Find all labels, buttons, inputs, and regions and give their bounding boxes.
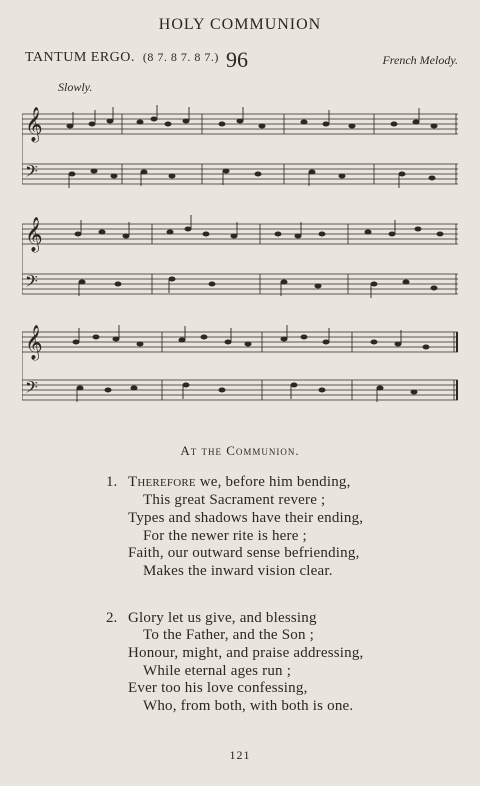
bass-clef-icon: 𝄢 [25, 377, 38, 401]
treble-clef-icon: 𝄞 [25, 107, 43, 142]
verse-line [128, 474, 351, 491]
tune-name-text: TANTUM ERGO. [25, 50, 135, 65]
hymn-number: 96 [226, 47, 248, 72]
verse-line: Glory let us give, and blessing [128, 610, 317, 626]
tempo-marking: Slowly. [58, 80, 93, 94]
bass-clef-icon: 𝄢 [25, 161, 38, 185]
verse-line: Types and shadows have their ending, [128, 510, 364, 526]
verse-first-word: Therefore [128, 474, 196, 490]
music-system-3 [22, 318, 458, 418]
music-system-2 [22, 212, 458, 312]
melody-source: French Melody. [382, 53, 458, 67]
verse-line: This great Sacrament revere ; [143, 492, 326, 508]
treble-clef-icon: 𝄞 [25, 325, 43, 360]
verse-line: Ever too his love confessing, [128, 680, 308, 696]
treble-clef-icon: 𝄞 [25, 217, 43, 252]
tune-meter: (8 7. 8 7. 8 7.) [142, 50, 219, 64]
music-system-1 [22, 98, 458, 208]
page-title: HOLY COMMUNION [158, 16, 322, 33]
verse-line: Honour, might, and praise addressing, [128, 645, 364, 661]
verse-line-text: we, before him bending, [199, 474, 351, 490]
verse-line: Who, from both, with both is one. [143, 698, 354, 714]
verse-number: 1. [106, 474, 118, 490]
section-heading: At the Communion. [180, 443, 300, 458]
page-number: 121 [229, 748, 251, 762]
verse-line: Faith, our outward sense befriending, [128, 545, 360, 561]
bass-clef-icon: 𝄢 [25, 271, 38, 295]
verse-number: 2. [106, 610, 118, 626]
verse-line: For the newer rite is here ; [143, 528, 307, 544]
tune-name [25, 50, 219, 66]
verse-line: While eternal ages run ; [143, 663, 292, 679]
verse-line: Makes the inward vision clear. [143, 563, 333, 579]
verse-line: To the Father, and the Son ; [143, 627, 315, 643]
